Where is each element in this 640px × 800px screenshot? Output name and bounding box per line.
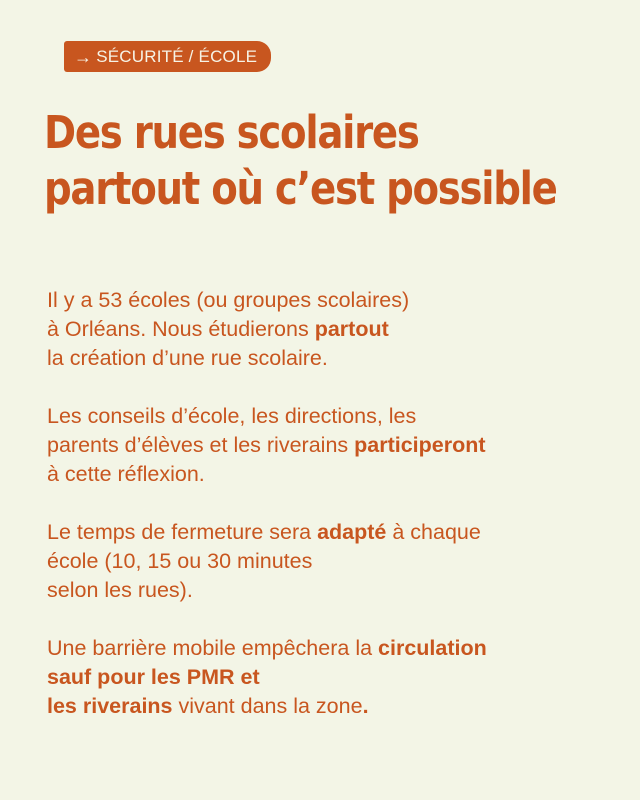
- emphasis-text: .: [362, 694, 369, 718]
- category-tag: [64, 41, 271, 72]
- text-run: à Orléans. Nous étudierons: [47, 317, 315, 341]
- emphasis-text: participeront: [354, 433, 486, 457]
- paragraph-line: [47, 431, 607, 460]
- category-tag-label: SÉCURITÉ / ÉCOLE: [96, 46, 258, 66]
- paragraph-schools: [47, 286, 607, 373]
- title-line-2: partout où c’est possible: [44, 162, 557, 215]
- title-line-1: Des rues scolaires: [44, 106, 419, 159]
- paragraph-closing-time: [47, 518, 607, 605]
- body-text: [47, 286, 607, 750]
- page-title: [44, 105, 557, 217]
- paragraph-line: [47, 518, 607, 547]
- paragraph-line: école (10, 15 ou 30 minutes: [47, 549, 313, 573]
- text-run: vivant dans la zone: [172, 694, 363, 718]
- text-run: Une barrière mobile empêchera la: [47, 636, 379, 660]
- emphasis-text: sauf pour les PMR et: [47, 665, 260, 689]
- paragraph-line: selon les rues).: [47, 578, 193, 602]
- paragraph-line: [47, 663, 607, 692]
- paragraph-line: à cette réflexion.: [47, 462, 205, 486]
- text-run: à chaque: [386, 520, 481, 544]
- paragraph-participants: [47, 402, 607, 489]
- paragraph-line: [47, 315, 607, 344]
- paragraph-line: la création d’une rue scolaire.: [47, 346, 328, 370]
- emphasis-text: partout: [314, 317, 389, 341]
- paragraph-line: [47, 692, 607, 721]
- emphasis-text: circulation: [378, 636, 487, 660]
- emphasis-text: adapté: [317, 520, 387, 544]
- paragraph-barrier: [47, 634, 607, 721]
- text-run: parents d’élèves et les riverains: [47, 433, 355, 457]
- paragraph-line: Il y a 53 écoles (ou groupes scolaires): [47, 288, 410, 312]
- paragraph-line: [47, 634, 607, 663]
- arrow-right-icon: →: [74, 46, 93, 67]
- paragraph-line: Les conseils d’école, les directions, les: [47, 404, 417, 428]
- emphasis-text: les riverains: [47, 694, 173, 718]
- text-run: Le temps de fermeture sera: [47, 520, 318, 544]
